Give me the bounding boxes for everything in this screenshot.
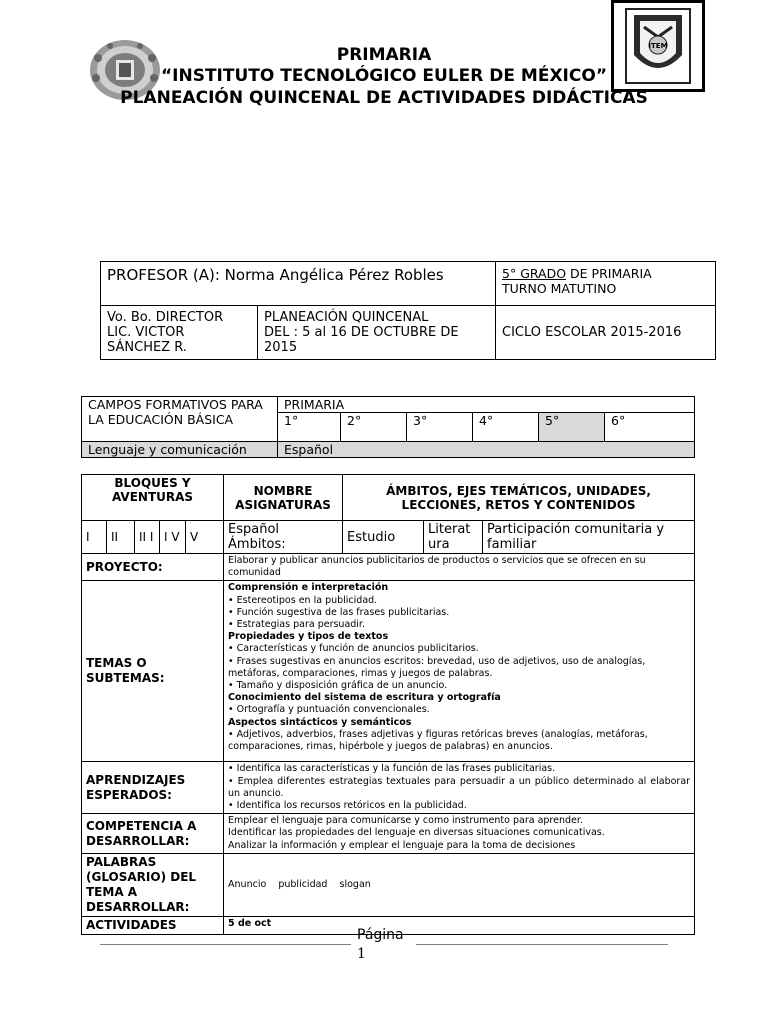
grado-2: 2°: [341, 413, 407, 442]
actividades-date: 5 de oct: [224, 916, 695, 934]
temas-h4-item: • Adjetivos, adverbios, frases adjetivas y figuras retóricas breves (analogías, metáforas, comparaciones, rimas, hipérbole y juegos de palabras) en anuncios.: [228, 728, 648, 753]
profesor-cell: PROFESOR (A): Norma Angélica Pérez Robles: [101, 262, 496, 306]
director-cell: [101, 306, 258, 360]
competencia-label: COMPETENCIA A DESARROLLAR:: [82, 814, 224, 854]
grado-6: 6°: [605, 413, 695, 442]
director-line1: Vo. Bo. DIRECTOR: [107, 310, 224, 325]
plan-table: [81, 474, 695, 935]
ambito-participacion: Participación comunitaria y familiar: [483, 521, 695, 554]
school-logo-text: ITEM: [648, 42, 668, 50]
col-bloques: BLOQUES Y AVENTURAS: [82, 475, 224, 521]
bloque-2: II: [107, 521, 135, 554]
temas-h2-item: • Frases sugestivas en anuncios escritos: brevedad, uso de adjetivos, uso de analogías, metáforas, comparaciones, rimas y juegos de palabras.: [228, 655, 646, 679]
temas-h2: Propiedades y tipos de textos: [228, 631, 389, 643]
aprendizaje-item: • Emplea diferentes estrategias textuales para persuadir a un público determinado al elaborar un anuncio.: [228, 775, 691, 799]
competencia-item: Emplear el lenguaje para comunicarse y como instrumento para aprender.: [228, 815, 583, 827]
col-ambitos: ÁMBITOS, EJES TEMÁTICOS, UNIDADES, LECCIONES, RETOS Y CONTENIDOS: [343, 475, 695, 521]
actividades-label: ACTIVIDADES: [82, 916, 224, 934]
teacher-info-table: [100, 261, 716, 360]
col-nombre: NOMBRE ASIGNATURAS: [224, 475, 343, 521]
nivel-primaria: PRIMARIA: [278, 397, 695, 413]
temas-h2-item: • Tamaño y disposición gráfica de un anuncio.: [228, 680, 448, 692]
ambito-estudio: Estudio: [343, 521, 424, 554]
turno-label: TURNO MATUTINO: [502, 281, 617, 296]
proyecto-label: PROYECTO:: [82, 554, 224, 581]
aprendizajes-label: APRENDIZAJES ESPERADOS:: [82, 762, 224, 814]
footer-rule-right: [416, 944, 668, 945]
asignatura-espanol: Español: [278, 442, 695, 458]
footer-page-number: 1: [357, 946, 366, 962]
ambito-literatura: Literat ura: [424, 521, 483, 554]
ciclo-cell: CICLO ESCOLAR 2015-2016: [496, 306, 716, 360]
campos-table: [81, 396, 695, 458]
aprendizaje-item: • Identifica las características y la función de las frases publicitarias.: [228, 763, 556, 775]
planeacion-line2: DEL : 5 al 16 DE OCTUBRE DE 2015: [264, 325, 459, 355]
competencia-item: Identificar las propiedades del lenguaje en diversas situaciones comunicativas.: [228, 827, 605, 839]
proyecto-text: Elaborar y publicar anuncios publicitarios de productos o servicios que se ofrecen en su comunidad: [224, 554, 695, 581]
campo-lenguaje: Lenguaje y comunicación: [82, 442, 278, 458]
temas-h1-item: • Función sugestiva de las frases publicitarias.: [228, 606, 450, 618]
aprendizaje-item: • Identifica los recursos retóricos en la publicidad.: [228, 800, 467, 812]
grado-4: 4°: [473, 413, 539, 442]
header-planeacion: PLANEACIÓN QUINCENAL DE ACTIVIDADES DIDÁCTICAS: [120, 88, 648, 108]
planeacion-line1: PLANEACIÓN QUINCENAL: [264, 310, 429, 325]
temas-h4: Aspectos sintácticos y semánticos: [228, 716, 412, 728]
planeacion-cell: [258, 306, 496, 360]
palabras-label: PALABRAS (GLOSARIO) DEL TEMA A DESARROLLAR:: [82, 853, 224, 916]
temas-h1: Comprensión e interpretación: [228, 582, 389, 594]
competencia-content: [224, 814, 695, 854]
bloque-4: I V: [160, 521, 186, 554]
footer-pagina: Página: [357, 927, 404, 943]
temas-h1-item: • Estereotipos en la publicidad.: [228, 594, 378, 606]
palabras-content: Anuncio publicidad slogan: [224, 853, 695, 916]
header-primaria: PRIMARIA: [336, 45, 432, 65]
grado-rest: DE PRIMARIA: [566, 266, 652, 281]
grado-1: 1°: [278, 413, 341, 442]
temas-h1-item: • Estrategias para persuadir.: [228, 619, 365, 631]
grado-3: 3°: [407, 413, 473, 442]
temas-h3-item: • Ortografía y puntuación convencionales.: [228, 704, 430, 716]
temas-h2-item: • Características y función de anuncios publicitarios.: [228, 643, 479, 655]
bloque-5: V: [186, 521, 224, 554]
header-institute: “INSTITUTO TECNOLÓGICO EULER DE MÉXICO”: [160, 66, 607, 86]
competencia-item: Analizar la información y emplear el lenguaje para la toma de decisiones: [228, 839, 576, 851]
asignatura-ambitos: Español Ámbitos:: [224, 521, 343, 554]
bloque-1: I: [82, 521, 107, 554]
bloque-3: II I: [135, 521, 160, 554]
temas-h3: Conocimiento del sistema de escritura y ortografía: [228, 692, 501, 704]
grado-5: 5°: [539, 413, 605, 442]
temas-content: [224, 581, 695, 762]
grado-label: 5° GRADO: [502, 266, 567, 281]
aprendizajes-content: [224, 762, 695, 814]
grado-cell: [496, 262, 716, 306]
temas-label: TEMAS O SUBTEMAS:: [82, 581, 224, 762]
campos-label: CAMPOS FORMATIVOS PARA LA EDUCACIÓN BÁSICA: [82, 397, 278, 442]
footer-rule-left: [100, 944, 351, 945]
director-line2: LIC. VICTOR SÁNCHEZ R.: [107, 325, 187, 355]
